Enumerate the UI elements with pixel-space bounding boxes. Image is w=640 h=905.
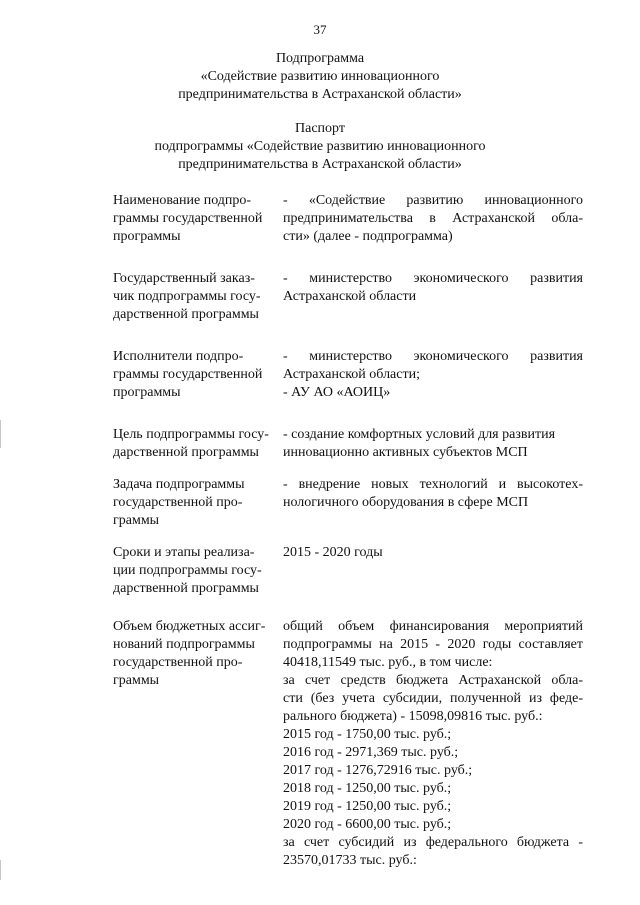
label-line: государственной про- xyxy=(113,655,243,670)
value-line: - министерство экономического развития xyxy=(283,271,583,286)
value-line: 2019 год - 1250,00 тыс. руб.; xyxy=(283,799,452,814)
value-line: 23570,01733 тыс. руб.: xyxy=(283,853,417,868)
passport-row-terms xyxy=(113,544,583,598)
label-line: граммы xyxy=(113,673,160,688)
label-line: Цель подпрограммы госу- xyxy=(113,427,269,442)
label-line: граммы xyxy=(113,513,160,528)
row-label xyxy=(113,544,279,598)
value-line: нологичного оборудования в сфере МСП xyxy=(283,495,529,510)
passport-heading-line: предпринимательства в Астраханской области» xyxy=(178,157,462,172)
value-line: 2015 год - 1750,00 тыс. руб.; xyxy=(283,727,452,742)
label-line: дарственной программы xyxy=(113,581,259,596)
value-line: 2017 год - 1276,72916 тыс. руб.; xyxy=(283,763,473,778)
row-value xyxy=(279,476,583,512)
value-line: общий объем финансирования мероприятий xyxy=(283,619,583,634)
subprogram-heading-line: предпринимательства в Астраханской области» xyxy=(178,87,462,102)
row-value xyxy=(279,348,583,402)
scan-artifact xyxy=(0,860,1,880)
passport-table xyxy=(113,192,583,870)
passport-row-customer xyxy=(113,270,583,324)
value-line: - «Содействие развитию инновационного xyxy=(283,193,583,208)
value-line: сти (без учета субсидии, полученной из феде- xyxy=(283,691,583,706)
scan-artifact xyxy=(0,420,1,448)
label-line: Сроки и этапы реализа- xyxy=(113,545,255,560)
passport-heading-line: подпрограммы «Содействие развитию инновационного xyxy=(154,139,486,154)
row-value xyxy=(279,270,583,306)
row-label xyxy=(113,270,279,324)
label-line: программы xyxy=(113,385,181,400)
value-line: Астраханской области xyxy=(283,289,417,304)
label-line: ции подпрограммы госу- xyxy=(113,563,262,578)
value-line: 2020 год - 6600,00 тыс. руб.; xyxy=(283,817,452,832)
label-line: Наименование подпро- xyxy=(113,193,252,208)
label-line: программы xyxy=(113,229,181,244)
value-line: 2015 - 2020 годы xyxy=(283,545,383,560)
label-line: Государственный заказ- xyxy=(113,271,255,286)
passport-row-executors xyxy=(113,348,583,402)
value-line: Астраханской области; xyxy=(283,367,420,382)
value-line: за счет субсидий из федерального бюджета - xyxy=(283,835,583,850)
row-label xyxy=(113,192,279,246)
passport-row-name xyxy=(113,192,583,246)
label-line: дарственной программы xyxy=(113,445,259,460)
value-line: за счет средств бюджета Астраханской обла- xyxy=(283,673,583,688)
value-line: 40418,11549 тыс. руб., в том числе: xyxy=(283,655,493,670)
subprogram-heading xyxy=(0,50,640,104)
value-line: рального бюджета) - 15098,09816 тыс. руб.: xyxy=(283,709,543,724)
label-line: чик подпрограммы госу- xyxy=(113,289,261,304)
value-line: - создание комфортных условий для развития xyxy=(283,427,556,442)
label-line: Объем бюджетных ассиг- xyxy=(113,619,266,634)
label-line: нований подпрограммы xyxy=(113,637,255,652)
page-number: 37 xyxy=(313,22,327,37)
row-value xyxy=(279,426,583,462)
passport-heading xyxy=(0,120,640,174)
row-value xyxy=(279,544,583,562)
passport-row-task xyxy=(113,476,583,530)
row-label xyxy=(113,476,279,530)
label-line: граммы государственной xyxy=(113,367,263,382)
value-line: сти» (далее - подпрограмма) xyxy=(283,229,453,244)
value-line: - министерство экономического развития xyxy=(283,349,583,364)
row-value xyxy=(279,192,583,246)
value-line: - внедрение новых технологий и высокотех- xyxy=(283,477,583,492)
value-line: 2018 год - 1250,00 тыс. руб.; xyxy=(283,781,452,796)
row-label xyxy=(113,426,279,462)
row-value xyxy=(279,618,583,870)
passport-heading-line: Паспорт xyxy=(295,121,345,136)
label-line: государственной про- xyxy=(113,495,243,510)
subprogram-heading-line: Подпрограмма xyxy=(275,51,365,66)
value-line: предпринимательства в Астраханской обла- xyxy=(283,211,583,226)
value-line: инновационно активных субъектов МСП xyxy=(283,445,528,460)
value-line: - АУ АО «АОИЦ» xyxy=(283,385,391,400)
value-line: подпрограммы на 2015 - 2020 годы составляет xyxy=(283,637,583,652)
row-label xyxy=(113,618,279,690)
passport-row-budget xyxy=(113,618,583,870)
row-label xyxy=(113,348,279,402)
passport-row-goal xyxy=(113,426,583,462)
subprogram-heading-line: «Содействие развитию инновационного xyxy=(200,69,440,84)
label-line: граммы государственной xyxy=(113,211,263,226)
value-line: 2016 год - 2971,369 тыс. руб.; xyxy=(283,745,459,760)
label-line: Задача подпрограммы xyxy=(113,477,245,492)
label-line: Исполнители подпро- xyxy=(113,349,244,364)
label-line: дарственной программы xyxy=(113,307,259,322)
